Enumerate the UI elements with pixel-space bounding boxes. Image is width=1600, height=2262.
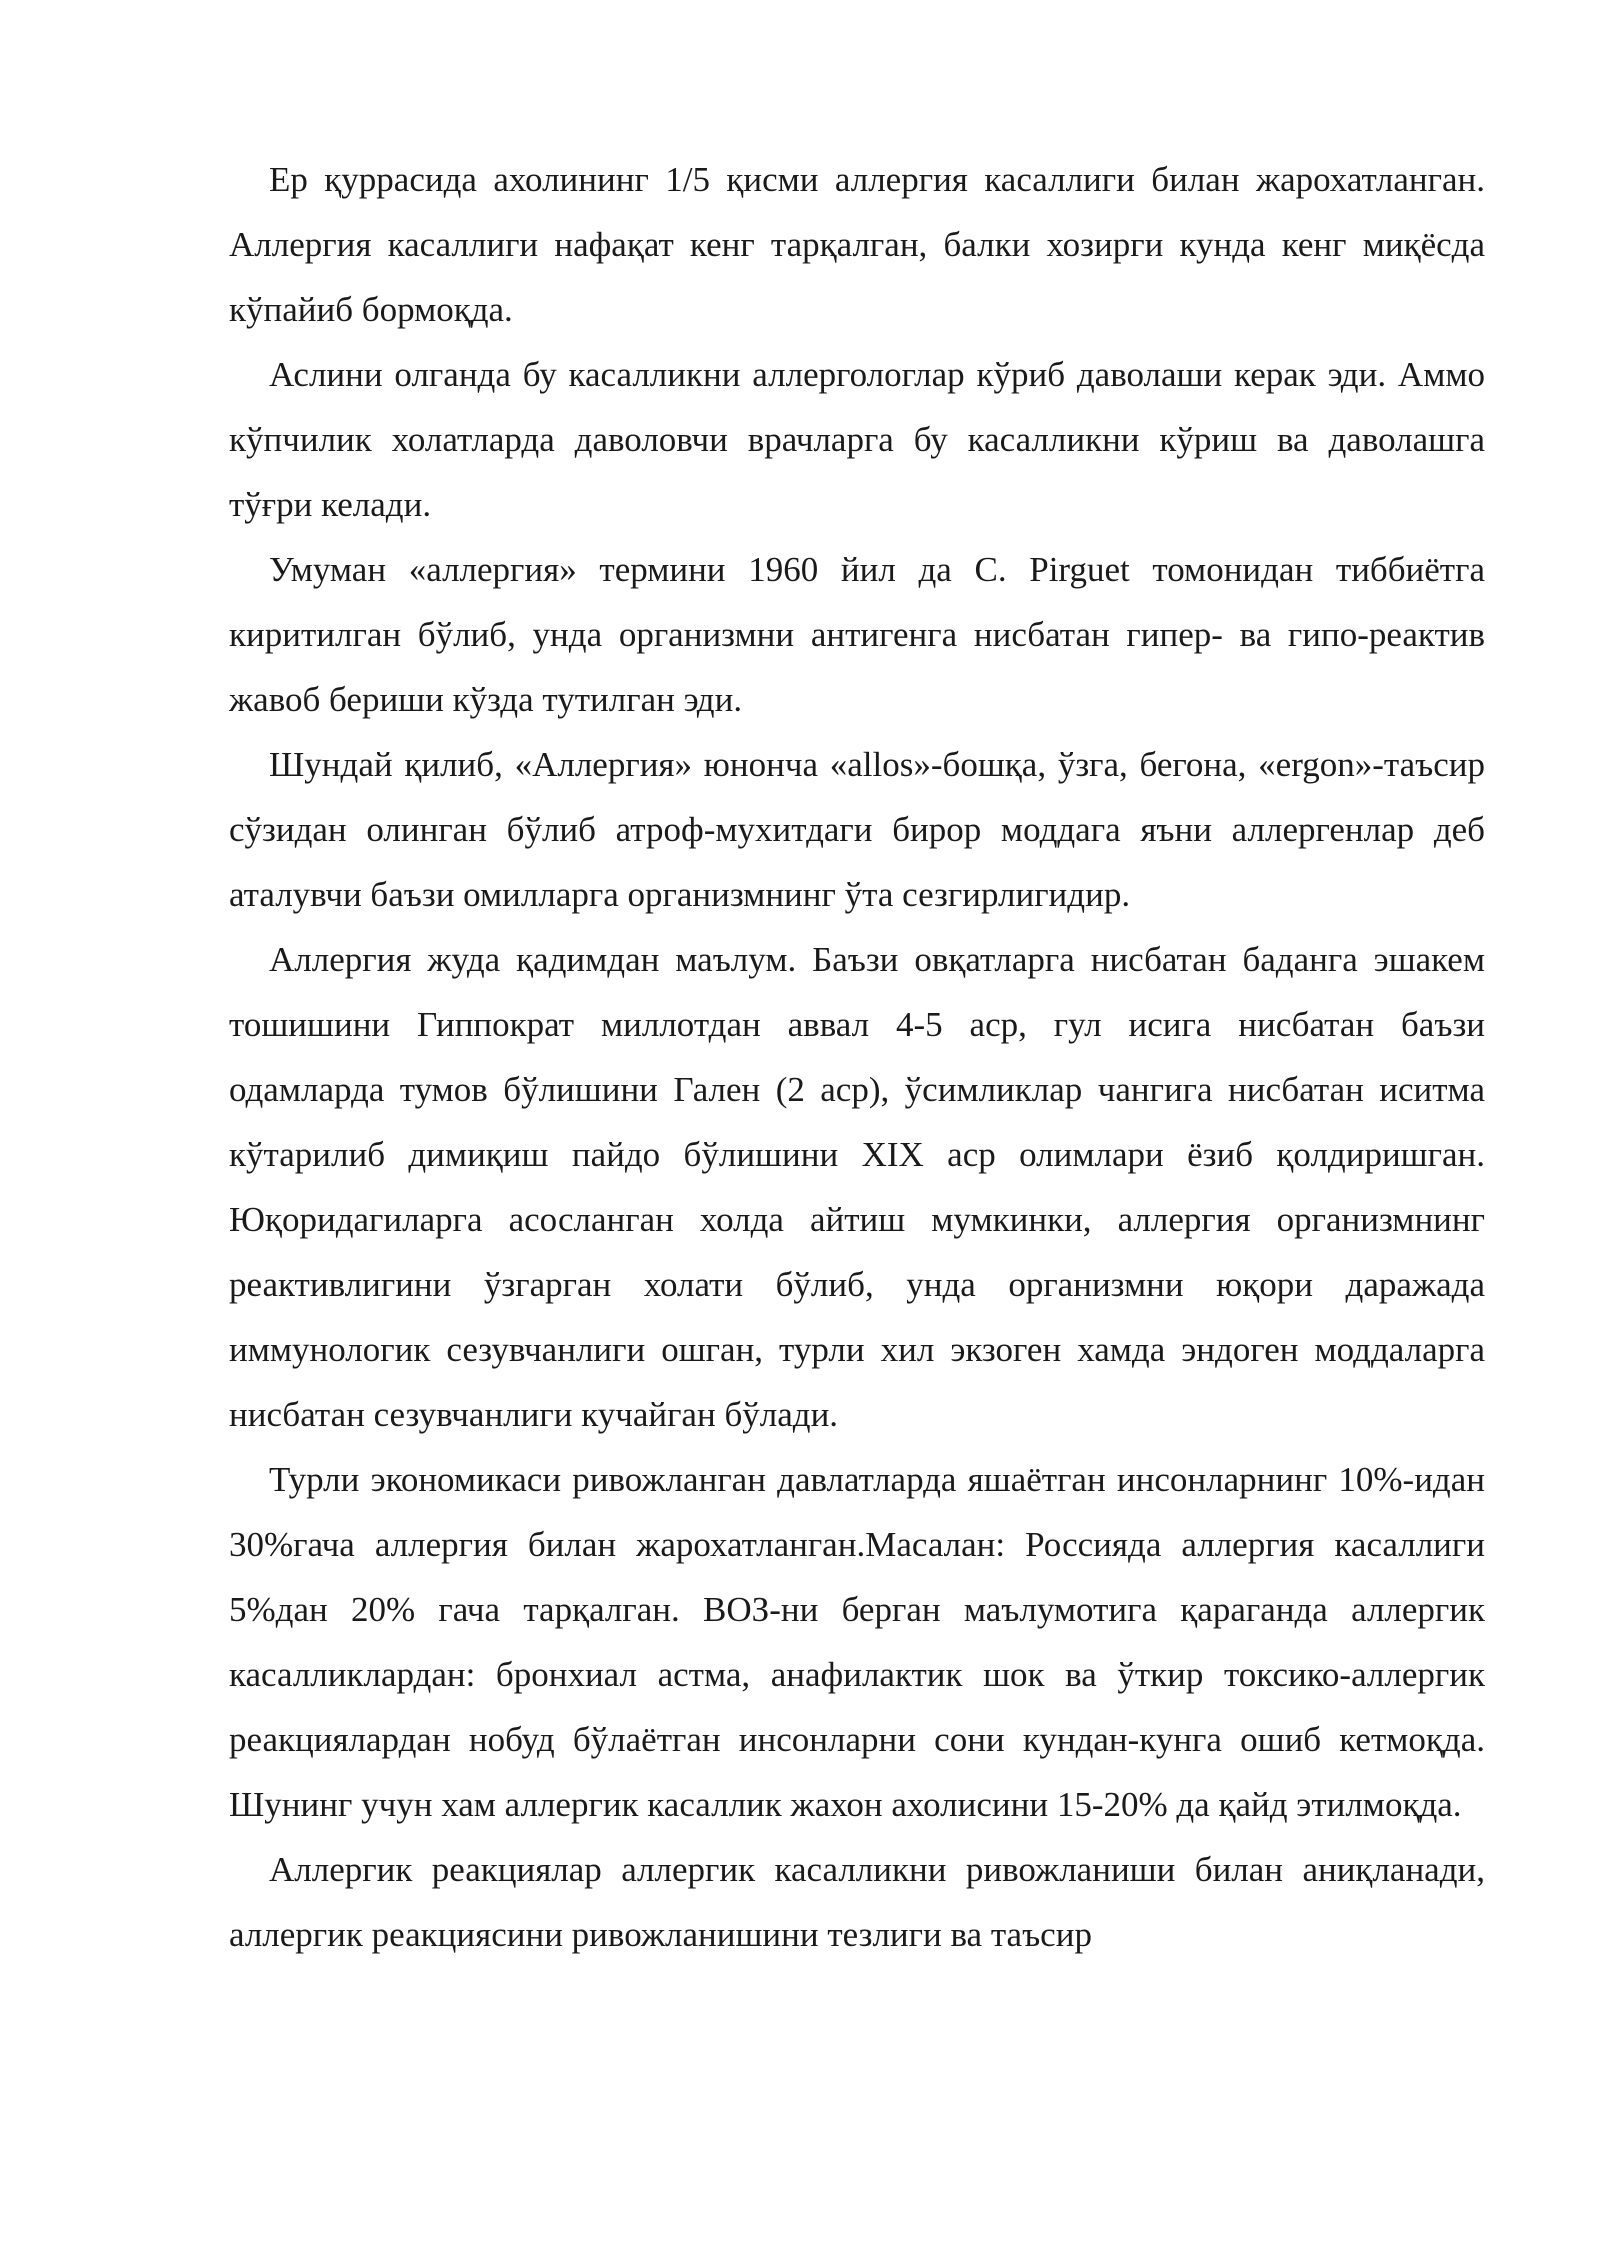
paragraph-6: Турли экономикаси ривожланган давлатларда яшаётган инсонларнинг 10%-идан 30%гача аллергия билан жарохатланган.Масалан: Россияда аллергия касаллиги 5%дан 20% гача тарқалган. ВОЗ-ни берган маълумотига қараганда аллергик касалликлардан: бронхиал астма, анафилактик шок ва ўткир токсико-аллергик реакциялардан нобуд бўлаётган инсонларни сони кундан-кунга ошиб кетмоқда. Шунинг учун хам аллергик касаллик жахон ахолисини 15-20% да қайд этилмоқда. [229,1460,1485,1824]
paragraph-7: Аллергик реакциялар аллергик касалликни ривожланиши билан аниқланади, аллергик реакциясини ривожланишини тезлиги ва таъсир [229,1850,1485,1954]
paragraph-2: Аслини олганда бу касалликни аллергологлар кўриб даволаши керак эди. Аммо кўпчилик холатларда даволовчи врачларга бу касалликни кўриш ва даволашга тўғри келади. [229,355,1485,524]
document-body [229,147,1485,1967]
paragraph-4: Шундай қилиб, «Аллергия» юнонча «allos»-бошқа, ўзга, бегона, «ergon»-таъсир сўзидан олинган бўлиб атроф-мухитдаги бирор моддага яъни аллергенлар деб аталувчи баъзи омилларга организмнинг ўта сезгирлигидир. [229,745,1485,914]
paragraph-5: Аллергия жуда қадимдан маълум. Баъзи овқатларга нисбатан баданга эшакем тошишини Гиппократ миллотдан аввал 4-5 аср, гул исига нисбатан баъзи одамларда тумов бўлишини Гален (2 аср), ўсимликлар чангига нисбатан иситма кўтарилиб димиқиш пайдо бўлишини XIX аср олимлари ёзиб қолдиришган. Юқоридагиларга асосланган холда айтиш мумкинки, аллергия организмнинг реактивлигини ўзгарган холати бўлиб, унда организмни юқори даражада иммунологик сезувчанлиги ошган, турли хил экзоген хамда эндоген моддаларга нисбатан сезувчанлиги кучайган бўлади. [229,940,1485,1434]
paragraph-1: Ер қуррасида ахолининг 1/5 қисми аллергия касаллиги билан жарохатланган. Аллергия касаллиги нафақат кенг тарқалган, балки хозирги кунда кенг миқёсда кўпайиб бормоқда. [229,160,1485,329]
paragraph-3: Умуман «аллергия» термини 1960 йил да C. Pirguet томонидан тиббиётга киритилган бўлиб, унда организмни антигенга нисбатан гипер- ва гипо-реактив жавоб бериши кўзда тутилган эди. [229,550,1485,719]
